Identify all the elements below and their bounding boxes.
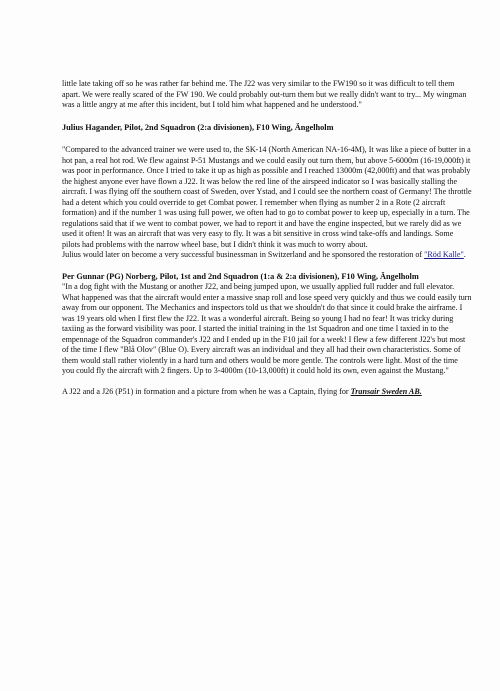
paragraph-end: . bbox=[463, 250, 466, 259]
document-body bbox=[62, 79, 472, 397]
heading-per-gunnar-norberg: Per Gunnar (PG) Norberg, Pilot, 1st and 2nd Squadron (1:a & 2:a divisionen), F10 Wing, Ängelholm bbox=[62, 271, 419, 281]
paragraph-picture-caption bbox=[62, 387, 472, 398]
heading-julius-hagander: Julius Hagander, Pilot, 2nd Squadron (2:a divisionen), F10 Wing, Ängelholm bbox=[62, 122, 334, 132]
caption-text: A J22 and a J26 (P51) in formation and a picture from when he was a Captain, flying for bbox=[62, 386, 351, 396]
paragraph-text: Julius would later on become a very successful businessman in Switzerland and he sponsored the restoration of bbox=[62, 250, 425, 259]
paragraph-wingman-story: little late taking off so he was rather far behind me. The J22 was very similar to the FW190 so it was difficult to tell them apart. We were really scared of the FW 190. We could probably out-turn them but we really didn't want to try... My wingman was a little angry at me after this incident, but I told him what happened and he understood." bbox=[62, 79, 467, 109]
link-rod-kalle[interactable]: "Röd Kalle" bbox=[424, 250, 464, 259]
paragraph-hagander-later bbox=[62, 250, 472, 261]
link-transair-sweden[interactable]: Transair Sweden AB. bbox=[350, 386, 422, 396]
paragraph-norberg-quote: "In a dog fight with the Mustang or another J22, and being jumped upon, we usually applied full rudder and full elevator. What happened was that the aircraft would enter a massive snap roll and lose speed very quickly and thus we could easily turn away from our opponent. The Mechanics and inspectors told us that we shouldn't do that since it could brake the airframe. I was 19 years old when I first flew the J22. It was a wonderful aircraft. Being so young I had no fear! It was tricky during taxiing as the forward visibility was poor. I started the initial training in the 1st Squadron and one time I taxied in to the empennage of the Squadron commander's J22 and I ended up in the F10 jail for a week! I flew a few different J22's but most of the time I flew "Blå Olov" (Blue O). Every aircraft was an individual and they all had their own characteristics. Some of them would stall rather violently in a hard turn and others would be more gentle. The controls were light. Most of the time you could fly the aircraft with 2 fingers. Up to 3-4000m (10-13,000ft) it could hold its own, even against the Mustang." bbox=[62, 282, 472, 375]
paragraph-hagander-quote: "Compared to the advanced trainer we were used to, the SK-14 (North American NA-16-4M), It was like a piece of butter in a hot pan, a real hot rod. We flew against P-51 Mustangs and we could easily out turn them, but above 5-6000m (16-19,000ft) it was poor in performance. Once I tried to take it up as high as possible and I reached 13000m (42,000ft) and that was probably the highest anyone ever have flown a J22. It was below the red line of the airspeed indicator so I was basically stalling the aircraft. I was flying off the southern coast of Sweden, over Ystad, and I could see the northern coast of Germany! The throttle had a detent which you could override to get Combat power. I remember when flying as number 2 in a Rote (2 aircraft formation) and if the number 1 was using full power, we often had to go to combat power to keep up, especially in a turn. The regulations said that if we went to combat power, we had to report it and have the engine inspected, but we rarely did as we used it often! It was an aircraft that was very easy to fly. It was a bit sensitive in cross wind take-offs and landings. Some pilots had problems with the narrow wheel base, but I didn't think it was much to worry about. bbox=[62, 145, 472, 249]
